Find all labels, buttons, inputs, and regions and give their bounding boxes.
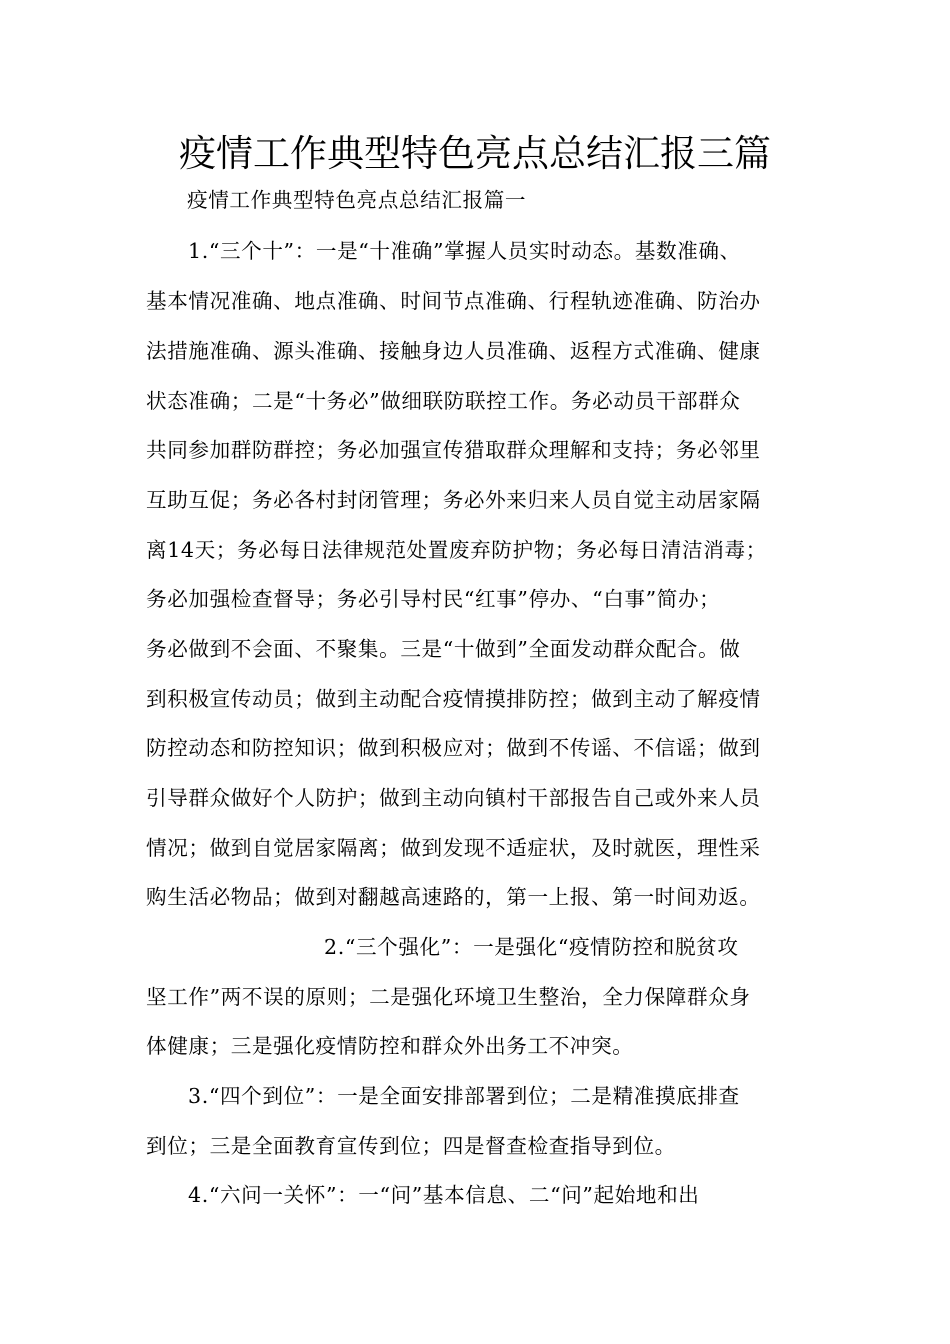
paragraph-line: 到积极宣传动员；做到主动配合疫情摸排防控；做到主动了解疫情 (146, 687, 761, 711)
paragraph-line: 坚工作”两不误的原则；二是强化环境卫生整治，全力保障群众身 (146, 985, 751, 1009)
section-subtitle: 疫情工作典型特色亮点总结汇报篇一 (187, 188, 527, 212)
paragraph-line: 离14天；务必每日法律规范处置废弃防护物；务必每日清洁消毒； (146, 538, 767, 562)
paragraph-line: 务必加强检查督导；务必引导村民“红事”停办、“白事”简办； (146, 587, 721, 611)
paragraph-line: 法措施准确、源头准确、接触身边人员准确、返程方式准确、健康 (146, 339, 761, 363)
paragraph-line: 防控动态和防控知识；做到积极应对；做到不传谣、不信谣；做到 (146, 736, 761, 760)
paragraph-line: 1.“三个十”：一是“十准确”掌握人员实时动态。基数准确、 (188, 239, 741, 263)
paragraph-line: 到位；三是全面教育宣传到位；四是督查检查指导到位。 (146, 1134, 676, 1158)
document-title: 疫情工作典型特色亮点总结汇报三篇 (179, 132, 771, 175)
paragraph-line: 状态准确；二是“十务必”做细联防联控工作。务必动员干部群众 (146, 389, 741, 413)
paragraph-line: 互助互促；务必各村封闭管理；务必外来归来人员自觉主动居家隔 (146, 488, 761, 512)
paragraph-line: 共同参加群防群控；务必加强宣传猎取群众理解和支持；务必邻里 (146, 438, 761, 462)
paragraph-line: 务必做到不会面、不聚集。三是“十做到”全面发动群众配合。做 (146, 637, 741, 661)
paragraph-line: 引导群众做好个人防护；做到主动向镇村干部报告自己或外来人员 (146, 786, 761, 810)
paragraph-line: 4.“六问一关怀”：一“问”基本信息、二“问”起始地和出 (188, 1183, 700, 1207)
paragraph-line: 情况；做到自觉居家隔离；做到发现不适症状，及时就医，理性采 (146, 836, 761, 860)
paragraph-line: 2.“三个强化”：一是强化“疫情防控和脱贫攻 (324, 935, 739, 959)
paragraph-line: 购生活必物品；做到对翻越高速路的，第一上报、第一时间劝返。 (146, 885, 761, 909)
paragraph-line: 3.“四个到位”：一是全面安排部署到位；二是精准摸底排查 (188, 1084, 740, 1108)
paragraph-line: 体健康；三是强化疫情防控和群众外出务工不冲突。 (146, 1034, 634, 1058)
paragraph-line: 基本情况准确、地点准确、时间节点准确、行程轨迹准确、防治办 (146, 289, 761, 313)
